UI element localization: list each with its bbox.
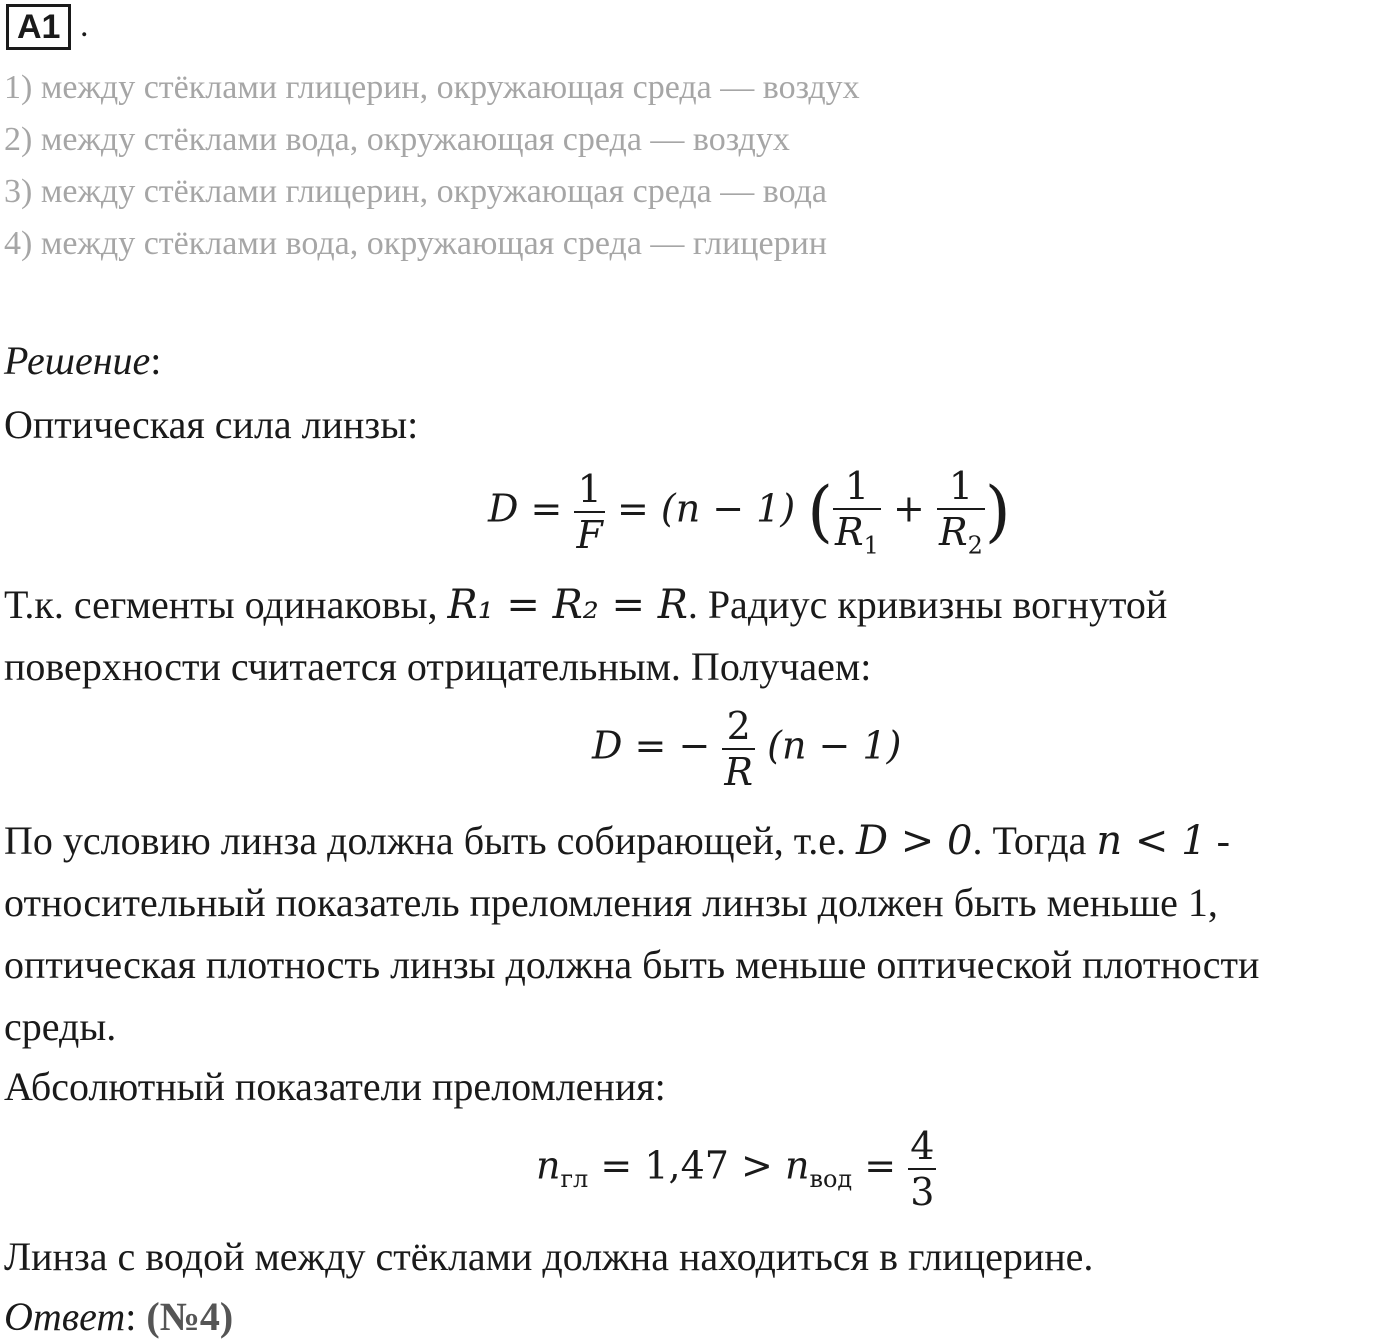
formula3-n1: n [536,1143,561,1188]
formula3-n1-sub: гл [560,1165,589,1194]
line-condition-c: - [1206,818,1230,863]
formula2-frac [722,704,755,794]
formula1-open-paren: ( [807,472,834,550]
answer-value: (№4) [146,1294,234,1339]
formula-optical-power [488,464,1011,560]
option-4: 4) между стёклами вода, окружающая среда — глицерин [4,225,827,262]
line-segments-a: Т.к. сегменты одинаковы, [4,582,448,627]
formula1-frac-1-over-f [574,467,604,557]
line-segments [4,582,1167,628]
formula2-num: 2 [722,704,755,750]
formula2-lhs: D = − [592,723,711,768]
solution-heading-text: Решение [4,338,151,383]
formula-refraction-indices [536,1124,936,1214]
solution-heading-colon: : [150,338,162,383]
line-condition [4,818,1230,864]
line-condition-math1: D > 0 [855,818,973,864]
formula1-frac-1-over-r1 [833,464,881,560]
line-optical-power: Оптическая сила линзы: [4,402,419,447]
formula1-den2-sub: 1 [863,531,879,560]
line-conclusion: Линза с водой между стёклами должна находиться в глицерине. [4,1234,1094,1279]
formula1-den2-wrap [833,510,881,560]
formula1-frac-1-over-r2 [937,464,985,560]
line-medium: среды. [4,1004,117,1049]
line-condition-a: По условию линза должна быть собирающей, т.е. [4,818,856,863]
formula3-eq: = 1,47 > [600,1143,773,1188]
formula3-n2-sub: вод [809,1165,853,1194]
answer-line [4,1294,233,1340]
formula1-den3: R [938,510,968,554]
line-relative: относительный показатель преломления линзы должен быть меньше 1, [4,880,1218,925]
line-optical-density: оптическая плотность линзы должна быть меньше оптической плотности [4,942,1260,987]
formula3-num: 4 [910,1124,935,1168]
option-1: 1) между стёклами глицерин, окружающая среда — воздух [4,69,860,106]
formula3-eq2: = [864,1143,897,1188]
line-segments-b: . Радиус кривизны вогнутой [687,582,1168,627]
formula3-n2: n [784,1143,810,1188]
formula1-den2: R [835,510,864,554]
formula2-rhs: (n − 1) [767,723,902,768]
answer-colon: : [125,1294,147,1339]
formula1-den3-sub: 2 [967,531,983,560]
formula1-close-paren: ) [984,472,1011,550]
solution-heading [4,338,161,384]
formula3-frac [908,1124,936,1214]
formula2-den: R [724,750,754,794]
formula-d-negative [592,704,901,794]
problem-label-dot: . [80,7,89,44]
problem-label: A1 [6,4,71,50]
formula1-num3: 1 [937,464,985,510]
option-2: 2) между стёклами вода, окружающая среда — воздух [4,121,790,158]
formula3-den: 3 [910,1170,935,1214]
formula1-mid: = (n − 1) [616,486,796,531]
line-surface: поверхности считается отрицательным. Получаем: [4,644,872,689]
option-3: 3) между стёклами глицерин, окружающая среда — вода [4,173,827,210]
line-condition-b: . Тогда [972,818,1097,863]
answer-label: Ответ [4,1294,126,1339]
formula1-plus: + [893,486,925,531]
line-absolute: Абсолютный показатели преломления: [4,1064,666,1109]
line-segments-math: R₁ = R₂ = R [447,582,688,628]
formula1-den3-wrap [937,510,985,560]
formula1-lhs: D = [488,486,563,531]
line-condition-math2: n < 1 [1096,818,1207,864]
formula1-num2: 1 [833,464,881,510]
formula1-den1: F [576,512,603,557]
formula1-num1: 1 [574,467,604,513]
